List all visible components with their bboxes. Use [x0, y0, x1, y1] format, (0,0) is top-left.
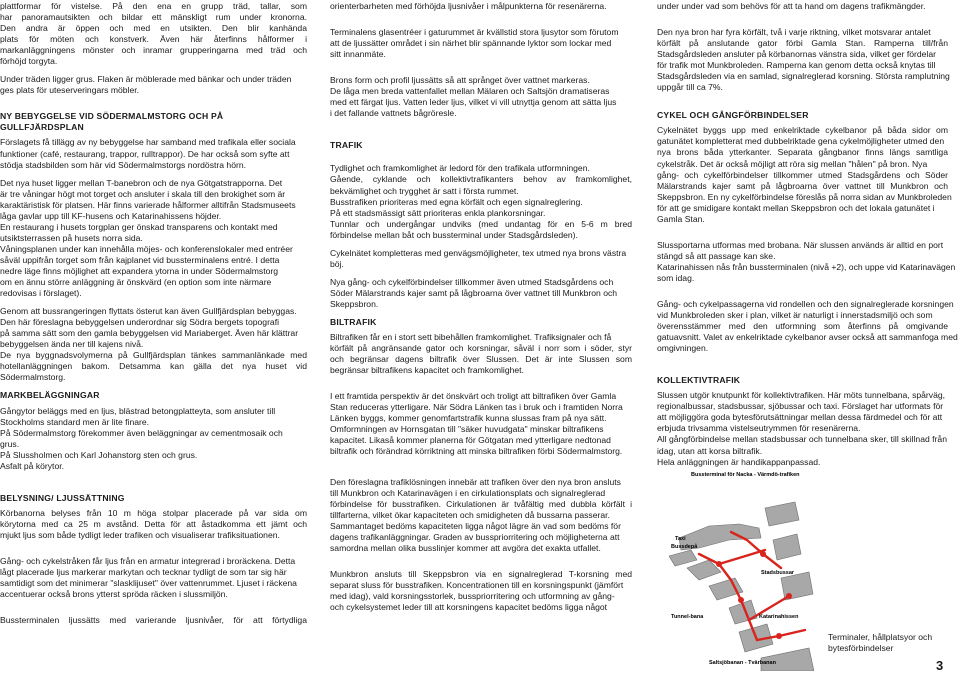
label-bus-depot: Bussdepå: [671, 544, 698, 550]
label-stadsbus: Stadsbussar: [761, 570, 795, 576]
label-katarina: Katarinahissen: [759, 614, 799, 620]
page-number: 3: [936, 658, 944, 673]
heading-new-buildings: NY BEBYGGELSE VID SÖDERMALMSTORG OCH PÅ GULLFJÄRDSPLAN: [0, 111, 224, 133]
cycle-walk-paragraph: Cykelnätet byggs upp med enkelriktade cykelbanor på båda sidor om gatunätet kompletterat med dubbelriktade gena cykelmöjligheter utmed den nya brons båda ytterkanter. Separata gångbanor finns längs samtliga cykelstråk. Det är också möjligt att röra sig mellan "hålen" på bron. Nya gång- och cykelförbindelser tillkommer utmed Stadsgårdens och Söder Mälarstrands kajer samt på lågbroarna över vattnet till Munkbron och Skeppsbron. En ny cykelförbindelse föreslås på norra sidan av Munkbroleden för att ge smidigare kontakt mellan Skeppsbron och det lokala gatunätet i Gamla Stan.: [657, 125, 952, 224]
intro-paragraph: plattformar för vistelse. På den ena en grupp träd, tallar, som har panoramautsikten och bildar ett mänskligt rum under kronorna. Den andra är öppen och med en utsikten. Den blir kanhända plats för möten och konstverk. Även här återfinns hålformer i markanläggningens mönster och inramar grupperingarna med träd och förhöjd torgyta.: [0, 1, 307, 67]
heading-surfaces: MARKBELÄGGNINGAR: [0, 390, 100, 401]
map-buildings: [669, 502, 814, 671]
terminal-lighting-paragraph: Bussterminalen ljussätts med varierande ljusnivåer, för att förtydliga: [0, 615, 307, 626]
map-caption: Terminaler, hållplatsyor och bytesförbindelser: [828, 632, 933, 653]
lock-gates-paragraph: Slussportarna utformas med brobana. När slussen används är alltid en port stängd så att passage kan ske. Katarinahissen nås från bussterminalen (nivå +2), och uppe vid Katarinavägen som idag.: [657, 239, 956, 283]
crossings-paragraph: Gång- och cykelpassagerna vid rondellen och den signalreglerade korsningen vid Munkbroleden sker i plan, vilket är naturligt i innerstadsmiljö och som överensstämmer med den utformning som återfinns på omgivande gatuavsnitt. Valet av enkelriktade cykelbanor avser också att sammanfoga med omgivningen.: [657, 298, 958, 354]
heading-public-transport: KOLLEKTIVTRAFIK: [657, 375, 741, 386]
trees-paragraph: Under träden ligger grus. Flaken är möblerade med bänkar och under träden ges plats för uteserveringars möbler.: [0, 74, 292, 96]
text-column-2: [330, 0, 632, 620]
label-tunnelbana: Tunnel-bana: [671, 614, 704, 620]
label-saltsjobanan: Saltsjöbanan - Tvärbanan: [709, 660, 776, 666]
label-taxi: Taxi: [675, 536, 686, 542]
text-column-1: [0, 0, 307, 633]
gullfjardsplan-paragraph: Genom att bussrangeringen flyttats österut kan även Gullfjärdsplan bebyggas. Den här föreslagna bebyggelsen underordnar sig Södra bergets topografi på samma sätt som den gamla bebyggelsen vid Mariaberget. Även här klättrar bebyggelsen ända ner till kajens nivå. De nya byggnadsvolymerna på Gullfjärdsplan tänkes sammanlänkade med hotellanläggningen bakom. Detsamma kan gälla det nya huset vid Södermalmstorg.: [0, 306, 307, 383]
future-traffic-paragraph: I ett framtida perspektiv är det önskvärt och troligt att biltrafiken över Gamla Stan reduceras ytterligare. När Södra Länken tas i bruk och i framtiden Norra Länken byggs, kommer genomfartstrafik kunna slussas fram på nya sätt. Omformningen av Hornsgatan till "säker huvudgata" minskar biltrafikens kapacitet. Likaså kommer planerna för Götgatan med ytterligare nedtonad biltrafik och förändrad körriktning att minska biltrafiken förbi Södermalmstorg.: [330, 391, 623, 457]
heading-cycle-walk: CYKEL OCH GÅNGFÖRBINDELSER: [657, 110, 809, 121]
glass-entrances-paragraph: Terminalens glasentréer i gaturummet är kvällstid stora ljusytor som förutom att de ljussätter området i sin närhet blir spännande lyktor som lockar med sitt innanmäte.: [330, 27, 619, 60]
surfaces-paragraph: Gångytor beläggs med en ljus, blästrad betongplatteyta, som ansluter till Stockholms standard men är lite finare. På Södermalmstorg förekommer även beläggningar av cementmosaik och grus. På Slussholmen och Karl Johanstorg sten och grus. Asfalt på körytor.: [0, 405, 283, 471]
traffic-paragraph: Tydlighet och framkomlighet är ledord för den trafikala utformningen. Gående, cyklande och kollektivtrafikanters behov av framkomlighet, bekvämlighet och trygghet är satt i första rummet. Busstrafiken prioriteras med egna körfält och egen signalreglering. På ett stadsmässigt sätt prioriteras enkla plankorsningar. Tunnlar och undergångar undviks (med undantag för en 5-6 m bred förbindelse mellan båt och bussterminal under Stadsgårdsleden).: [330, 163, 632, 240]
lighting-paragraph: Körbanorna belyses från 10 m höga stolpar placerade på var sida om körytorna med ca 25 m avstånd. Detta för att åstadkomma ett jämt och mjukt ljus som både tydligt leder trafiken och visualiserar trafiksituationen.: [0, 507, 307, 540]
munkbron-paragraph: Munkbron ansluts till Skeppsbron via en signalreglerad T-korsning med separat sluss för busstrafiken. Koncentrationen till en korsningspunkt (jämfört med idag), vald korsningsstorlek, busspriorritering och utformning av gång- och cykelsystemet leder till att korsningens kapacitet bedöms ligga något: [330, 568, 632, 612]
car-traffic-paragraph: Biltrafiken får en i stort sett bibehållen framkomlighet. Trafiksignaler och få körfält på angränsande gator och korsningar, såväl i norr som i söder, styr och begränsar dagens biltrafik över Slussen. Det är inte Slussen som begränsar biltrafikens kapacitet och framkomlighet.: [330, 332, 632, 376]
heading-lighting: BELYSNING/ LJUSSÄTTNING: [0, 492, 125, 503]
new-bridge-paragraph: Den nya bron har fyra körfält, två i varje riktning, vilket motsvarar antalet körfält på anslutande gator förbi Gamla Stan. Ramperna till/från Stadsgårdsleden ansluter på körbanornas vänstra sida, vilket ger fördelar för trafik mot Munkbroleden. Ramperna kan genom detta också knytas till Stadsgårdsleden via en samlad, signalreglerad korsning. Största ramplutning uppgår till ca 7%.: [657, 27, 950, 93]
roundabout-paragraph: Den föreslagna trafiklösningen innebär att trafiken över den nya bron ansluts till Munkbron och Katarinavägen i en cirkulationsplats och signalreglerad förbindelse för busstrafiken. Cirkulationen är tvåfältig med dubbla körfält i tillfarterna, vilket ökar kapaciteten och smidigheten då bussarna passerar. Sammantaget bedöms kapaciteten ligga något lägre än vad som bedöms för dagens trafikanläggningar. Graden av busspriorritering och möjligheterna att samordna mellan olika busslinjer kommer att avgöra det exakta utfallet.: [330, 476, 632, 553]
new-house-paragraph: Det nya huset ligger mellan T-banebron och de nya Götgatstrapporna. Det är tre våningar högt mot torget och ansluter i skala till den brokighet som är karaktäristisk för platsen. Här finns varierade hålformer alltifrån Stadsmuseets låga gavlar upp till KF-husens och Katarinahissens höjder. En restaurang i husets torgplan ger önskad transparens och kontakt med utsiktsterrassen på husets norra sida. Våningsplanen under kan innehålla möjes- och konferenslokaler med entréer såväl uppifrån torget som från kajplanet vid bussterminalens entré. I detta nedre läge finns möjlighet att expandera ytorna in under Södermalmstorg om en ännu större anläggning är önskvärd (en option som inte närmare redovisas i förslaget).: [0, 177, 296, 299]
label-bus-terminal: Bussterminal för Nacka - Värmdö-trafiken: [691, 472, 800, 478]
buildings-paragraph: Förslagets få tillägg av ny bebyggelse har samband med trafikala eller sociala funktioner (café, restaurang, trappor, rulltrappor). De har också som syfte att stödja stadsbilden som här vid Södermalmstorgs nordöstra hörn.: [0, 137, 296, 170]
col3-top-paragraph: under under vad som behövs för att ta hand om dagens trafikmängder.: [657, 1, 926, 11]
heading-car-traffic: BILTRAFIK: [330, 316, 377, 327]
terminal-map: [669, 468, 814, 671]
public-transport-paragraph: Slussen utgör knutpunkt för kollektivtrafiken. Här möts tunnelbana, spårväg, regionalbussar, stadsbussar, sjöbussar och taxi. Förslaget har utformats för att möjliggöra goda bytesförutsättningar mellan dessa färdmedel och för att erbjuda trivsamma vistelseutrymmen för resenärerna. All gångförbindelse mellan stadsbussar och tunnelbana sker, till skillnad från idag, utan att korsa biltrafik. Hela anläggningen är handikappanpassad.: [657, 390, 947, 467]
heading-traffic: TRAFIK: [330, 140, 363, 151]
bridge-light-paragraph: Brons form och profil ljussätts så att språnget över vattnet markeras. De låga men breda vattenfallet mellan Mälaren och Saltsjön dramatiseras med ett färgat ljus. Vatten leder ljus, vilket vi vill utnyttja genom att sätta ljus i det fallande vattnets bågröresle.: [330, 75, 617, 119]
text-column-3: [657, 0, 958, 475]
col2-top-paragraph: orienterbarheten med förhöjda ljusnivåer i målpunkterna för resenärerna.: [330, 1, 607, 11]
new-connections-paragraph: Nya gång- och cykelförbindelser tillkommer även utmed Stadsgårdens och Söder Mälarstrands kajer samt på lågbroarna över vattnet till Munkbron och Skeppsbron.: [330, 276, 618, 309]
cycle-net-paragraph: Cykelnätet kompletteras med genvägsmöjligheter, tex utmed nya brons västra böj.: [330, 247, 627, 269]
bridge-lights-paragraph: Gång- och cykelstråken får ljus från en armatur integrerad i broräckena. Detta lågt placerade ljus markerar markytan och tecknar tydligt de som tar sig här samtidigt som det minimerar "slasklijuset" över vattenrummet. Ljuset i räckena accentuerar också brons ytterst spröda räcken i slussmiljön.: [0, 555, 297, 600]
